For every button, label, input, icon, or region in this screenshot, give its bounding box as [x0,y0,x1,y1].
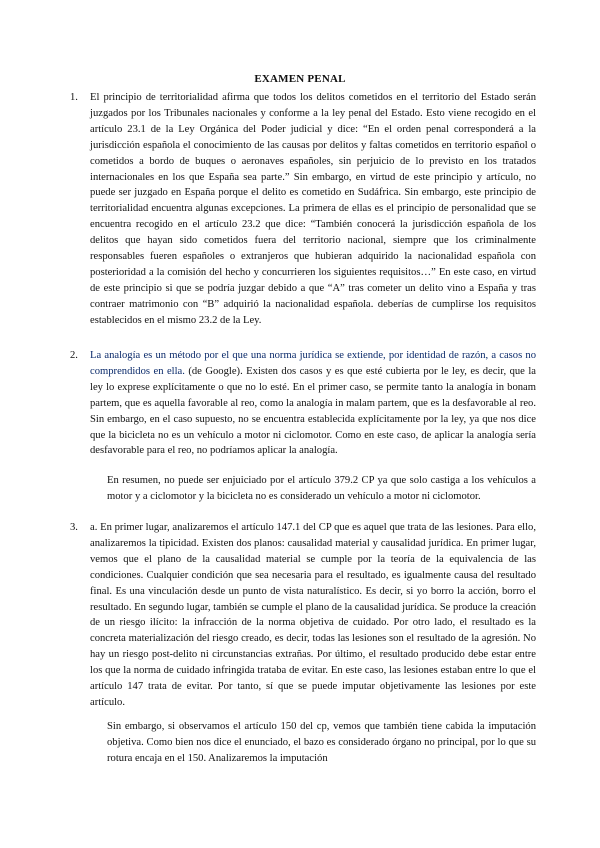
list-item-1 [70,90,536,329]
highlighted-definition: La analogía es un método por el que una norma jurídica se extiende, por identidad de razón, a casos no comprendidos en ella. [90,350,536,377]
paragraph: a. En primer lugar, analizaremos el artículo 147.1 del CP que es aquel que trata de las lesiones. Para ello, analizaremos la tipicidad. Existen dos planos: causalidad material y causalidad jurídica. En primer lugar, vemos que el plano de la causalidad material se cumple por la teoría de la equivalencia de las condiciones. Cualquier condición que sea necesaria para el resultado, es igualmente causa del resultado final. Es una vinculación desde un punto de vista naturalístico. Es decir, si yo borro la acción, borro el resultado. En segundo lugar, también se cumple el plano de la causalidad jurídica. Se produce la creación de un riesgo ilícito: la infracción de la norma objetiva de cuidado. Por otro lado, el resultado es la concreta materialización del riesgo creado, es decir, todas las lesiones son el resultado de la agresión. No hay un riesgo post-delito ni circunstancias extrañas. Por último, el resultado producido debe estar entre los que la norma de cuidado infringida trataba de evitar. En este caso, las lesiones estaban entre lo que el artículo 147 trata de evitar. Por tanto, sí que se puede imputar objetivamente las lesiones por este artículo. [90,522,536,708]
continuation-paragraph-3: Sin embargo, si observamos el artículo 150 del cp, vemos que también tiene cabida la imputación objetiva. Como bien nos dice el enunciado, el bazo es considerado órgano no principal, por lo que su rotura encaja en el 150. Analizaremos la imputación [107,721,536,764]
list-item-3 [70,520,536,711]
list-item-text [90,90,536,329]
list-item-2 [70,348,536,459]
list-number: 2. [70,350,78,361]
list-number: 1. [70,92,78,103]
page-title: EXAMEN PENAL [254,73,346,85]
continuation-paragraph-2: En resumen, no puede ser enjuiciado por el artículo 379.2 CP ya que solo castiga a los vehículos a motor y a ciclomotor y la bicicleta no es considerado un vehículo a motor ni ciclomotor. [107,475,536,502]
list-item-text [90,348,536,459]
list-item-text [90,520,536,711]
list-number: 3. [70,522,78,533]
paragraph: El principio de territorialidad afirma que todos los delitos cometidos en el territorio del Estado serán juzgados por los Tribunales nacionales y conforme a la ley penal del Estado. Esto viene recogido en el artículo 23.1 de la Ley Orgánica del Poder judicial y dice: “En el orden penal corresponderá a la jurisdicción española el conocimiento de las causas por delitos y faltas cometidos en territorio español o cometidos a bordo de buques o aeronaves españoles, sin perjuicio de lo previsto en los tratados internacionales en los que España sea parte.” Sin embargo, en virtud de este principio y artículo, no puede ser juzgado en España porque el delito es cometido en Sudáfrica. Sin embargo, este principio de territorialidad encuentra algunas excepciones. La primera de ellas es el principio de personalidad que se encuentra recogido en el artículo 23.2 que dice: “También conocerá la jurisdicción española de los delitos que hayan sido cometidos fuera del territorio nacional, siempre que los criminalmente responsables fueren españoles o extranjeros que hubieran adquirido la nacionalidad española con posterioridad a la comisión del hecho y concurrieren los siguientes requisitos…” En este caso, en virtud de este principio si que se podría juzgar debido a que “A” tras cometer un delito vino a España y tras contraer matrimonio con “B” adquirió la nacionalidad española. deberías de cumplirse los requisitos establecidos en el mismo 23.2 de la Ley. [90,92,536,326]
paragraph [90,348,536,459]
paragraph-rest: (de Google). Existen dos casos y es que esté cubierta por le ley, es decir, que la ley lo exprese explícitamente o que no lo esté. En el primer caso, se permite tanto la analogía in bonam partem, que es aquella favorable al reo, como la analogía in malam partem, que es la desfavorable al reo. Sin embargo, en el caso supuesto, no se encuentra establecida explícitamente por la ley, ya que nos dice que la bicicleta no es un vehículo a motor ni ciclomotor. Como en este caso, de aplicar la analogía sería desfavorable para el reo, no podríamos aplicar la analogía. [90,365,536,457]
